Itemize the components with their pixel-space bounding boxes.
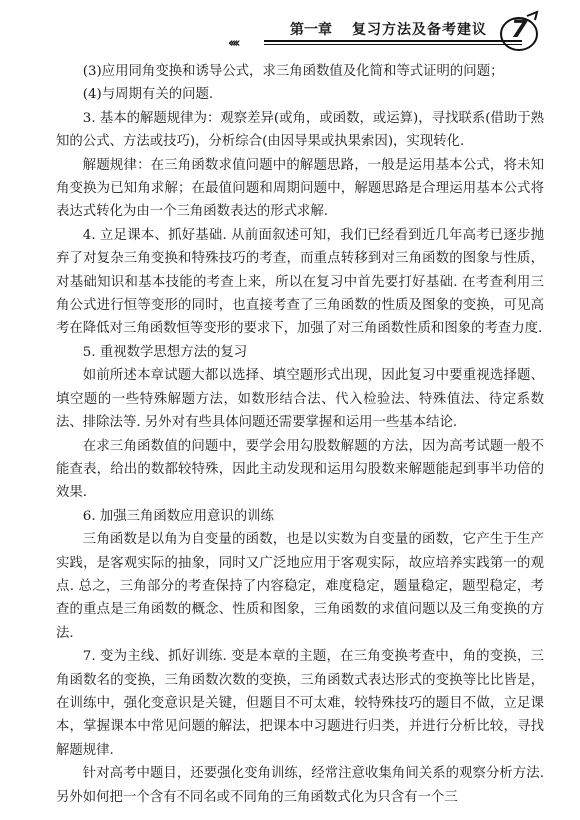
paragraph: 7. 变为主线、抓好训练. 变是本章的主题，在三角变换考查中，角的变换，三角函数名的变换，三角函数次数的变换，三角函数式表达形式的变换等比比皆是，在训练中，强化变意识是关键，但题目不可太难，较特殊技巧的题目不做，立足课本，掌握课本中常见问题的解法，把课本中习题进行归类，并进行分析比较，寻找解题规律.: [56, 649, 544, 758]
header-rule: [264, 40, 522, 42]
chapter-label: 第一章: [290, 22, 332, 38]
section-heading: 6. 加强三角函数应用意识的训练: [82, 508, 274, 524]
paragraph: 解题规律：在三角函数求值问题中的解题思路，一般是运用基本公式，将未知角变换为已知角求解；在最值问题和周期问题中，解题思路是合理运用基本公式将表达式转化为由一个三角函数表达的形式求解.: [56, 157, 544, 220]
paragraph: 三角函数是以角为自变量的函数，也是以实数为自变量的函数，它产生于生产实践，是客观实际的抽象，同时又广泛地应用于客观实际，故应培养实践第一的观点. 总之，三角部分的考查保持了内容稳定，难度稳定，题量稳定，题型稳定，考查的重点是三角函数的概念、性质和图象，三角函数的求值问题以及三角变换的方法.: [56, 532, 544, 641]
section-heading: 5. 重视数学思想方法的复习: [82, 344, 248, 360]
paragraph: 3. 基本的解题规律为：观察差异(或角，或函数，或运算)，寻找联系(借助于熟知的公式、方法或技巧)，分析综合(由因导果或执果索因)，实现转化.: [56, 110, 544, 150]
paragraph: 在求三角函数值的问题中，要学会用勾股数解题的方法，因为高考试题一般不能查表，给出的数都较特殊，因此主动发现和运用勾股数来解题能起到事半功倍的效果.: [56, 438, 544, 501]
header-rule-thin: [264, 44, 522, 45]
chapter-title: 复习方法及备考建议: [352, 22, 487, 38]
paragraph: 4. 立足课本、抓好基础. 从前面叙述可知，我们已经看到近几年高考已逐步抛弃了对复杂三角变换和特殊技巧的考查，而重点转移到对三角函数的图象与性质，对基础知识和基本技能的考查上来，所以在复习中首先要打好基础. 在考查利用三角公式进行恒等变形的同时，也直接考查了三角函数的性质及图象的变换，可见高考在降低对三角函数恒等变形的要求下，加强了对三角函数性质和图象的考查力度.: [56, 227, 544, 337]
paragraph: (4)与周期有关的问题.: [82, 87, 214, 103]
body-text: [56, 60, 544, 809]
paragraph: 针对高考中题目，还要强化变角训练，经常注意收集角间关系的观察分析方法. 另外如何把一个含有不同名或不同角的三角函数式化为只含有一个三: [56, 766, 544, 805]
page-number: 7: [511, 15, 528, 43]
paragraph: 如前所述本章试题大都以选择、填空题形式出现，因此复习中要重视选择题、填空题的一些特殊解题方法，如数形结合法、代入检验法、特殊值法、待定系数法、排除法等. 另外对有些具体问题还需要掌握和运用一些基本结论.: [56, 368, 544, 431]
chevron-decoration-icon: ‹‹‹‹: [228, 36, 238, 51]
page-header: [0, 0, 580, 62]
paragraph: (3)应用同角变换和诱导公式，求三角函数值及化简和等式证明的问题；: [82, 64, 504, 79]
